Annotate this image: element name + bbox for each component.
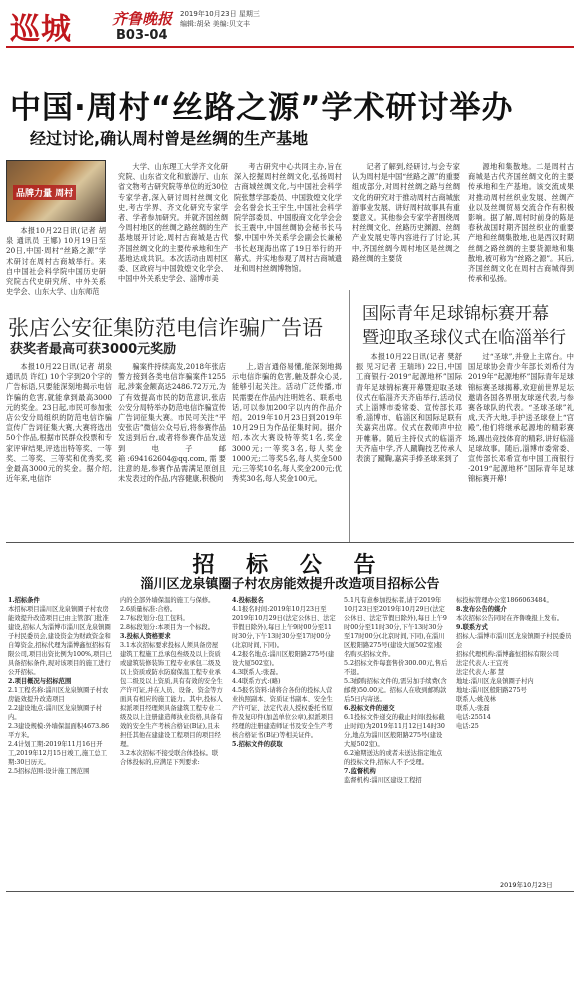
notice-paragraph: 本次招标公告同时在齐鲁晚报上发布。: [456, 615, 564, 622]
story3-headline-line1: 国际青年足球锦标赛开幕: [362, 304, 549, 324]
notice-paragraph: 联系人:张磊: [456, 705, 490, 712]
notice-paragraph: 监督机构:淄川区建设工程招: [344, 777, 422, 784]
notice-top-rule: [6, 542, 574, 543]
newspaper-logo: 齐鲁晚报: [112, 10, 173, 28]
notice-paragraph: 6.2逾期送达的或者未送达指定地点的投标文件,招标人不予受理。: [344, 750, 443, 766]
notice-section-heading: 3.投标人资格要求: [120, 633, 171, 640]
notice-paragraph: 联系人:姚茂林: [456, 696, 496, 703]
story1-subhead: 经过讨论,确认周村曾是丝绸的生产基地: [30, 129, 309, 148]
notice-paragraph: 4.3联系人:张磊。: [232, 669, 282, 676]
notice-subtitle: 淄川区龙泉镇圈子村农房能效提升改造项目招标公告: [140, 577, 440, 592]
notice-section-heading: 5.招标文件的获取: [232, 741, 283, 748]
story1-photo: [6, 160, 106, 222]
divider: [349, 290, 350, 542]
notice-section-heading: 6.投标文件的递交: [344, 705, 395, 712]
story1-col1-text: 本报10月22日讯(记者 胡泉 通讯员 王娜) 10月19日至20日,中国·周村“丝路之源”学术研讨在周村古商城举行。来自中国社会科学院中国历史研究院古代史研究所、中外关系史学会、山东大学、山东师范: [6, 226, 106, 297]
notice-paragraph: 2.2建设地点:淄川区龙泉镇圈子村内。: [8, 705, 102, 721]
notice-section-heading: 8.发布公告的媒介: [456, 606, 507, 613]
notice-paragraph: 2.8标段划分:本项目为一个标段。: [120, 624, 214, 631]
notice-paragraph: 2.3建设规模:外墙保温面积4673.86平方米。: [8, 723, 110, 739]
notice-paragraph: 2.5招标范围:设计施工图范围: [8, 768, 90, 775]
story2-subhead: 获奖者最高可获3000元奖励: [10, 342, 177, 357]
notice-bottom-rule: [6, 891, 574, 892]
notice-paragraph: 3.1本次招标要求投标人须具备房屋建筑工程施工总承包叁级及以上资质或建筑装修装饰工程专业承包二级及以上资质或防水防腐保温工程专业承包二级及以上资质,具有有效的安全生产许可证,并在人员、设备、资金等方面具有相应的施工能力。其中,投标人拟派项目经理须具备建筑工程专业二级及以上注册建造师执业资格,具备有效的安全生产考核合格证(B证),且未担任其他在建建设工程项目的项目经理。: [120, 642, 223, 748]
story1-col4-text: 记者了解到,经研讨,与会专家认为周村是中国“丝路之源”的重要组成部分,对周村丝绸之路与丝绸文化的研究对于推动周村古商城旅游事业发展、讲好周村故事具有重要意义。其他参会专家学者围绕周村丝绸文化、丝路历史渊源、丝绸产业发展史等内容进行了讨论,其中,齐国丝绸今周村地区是丝绸之路丝绸的主要货: [352, 162, 460, 263]
story2-col3: [232, 362, 342, 534]
notice-col2: [120, 596, 224, 888]
story3-col1-text: 本报10月22日讯(记者 樊舒振 见习记者 王瑞玮) 22日,中国工商银行·2019“起源地杯”国际青年足球锦标赛开幕暨迎取圣球仪式在临淄齐天齐庙举行,活动仪式上淄博市委常委、宣传部长邓希,淄博市、临淄区和国际足联有关嘉宾出席。仪式在教师声中拉开帷幕。随后主持仪式的临淄齐天齐庙中学,齐人蹴鞠技艺传承人表演了蹴鞠,嘉宾手捧圣球来到了: [356, 352, 462, 464]
masthead: [6, 4, 574, 48]
notice-paragraph: 4.5报名资料:请将合各份的投标人营业执照副本、资质证书副本、安全生产许可证、法定代表人授权委托书原件及复印件(加盖单位公章),拟派项目经理的注册建造师证书及安全生产考核合格证书(B证)等相关证件。: [232, 687, 334, 739]
notice-paragraph: 标投标管理办公室1866063484。: [456, 597, 553, 604]
story1-col2-text: 大学、山东理工大学齐文化研究院、山东省文化和旅游厅、山东省文物考古研究院等单位的近30位专家学者,深入研讨周村丝绸文化史,考古学界、齐文化研究专家学者、学者参加研究。并就齐国丝绸今周村地区的丝绸之路丝绸的生产基地展开讨论,周村古商城是古代齐国丝绸文化的主要传承地和生产基地达成共识。本次活动由周村区委、区政府与中国敦煌文化学会、中国中外关系史学会、淄博市美: [118, 162, 228, 284]
story2-headline: 张店公安征集防范电信诈骗广告语: [8, 316, 323, 340]
story1-col3: [234, 162, 342, 306]
notice-paragraph: 5.3邮购招标文件的,需另加手续费(含邮费)50.00元。招标人在收到邮购款后5日内寄送。: [344, 678, 447, 703]
notice-paragraph: 6.1投标文件递交的截止时间(投标截止时间)为2019年11月12日14时30分,地点为淄川区般阳路275号(建设大厦502室)。: [344, 714, 445, 748]
notice-paragraph: 地址:淄川区般阳路275号: [456, 687, 527, 694]
story3-col2-text: 过“圣球”,并登上主席台。中国足球协会青少年部长刘希付为2019年“起源地杯”国际青年足球锦标赛圣球揭幕,欢迎前世界足坛邀请各国各界朋友球迷代表,与参赛各球队的代表。“圣球圣球”礼成,天齐大地,手护送圣球登上“宫殿”,他们将继承起源地的精彩赛场,踢出竞技体育的精彩,讲好临淄足球故事。随后,淄博市委常委、宣传部长邓希宣布中国工商银行·2019“起源地杯”国际青年足球锦标赛开幕!: [468, 352, 574, 484]
story3-col2: [468, 352, 574, 534]
notice-paragraph: 2.6质量标准:合格。: [120, 606, 177, 613]
notice-date: 2019年10月23日: [500, 881, 553, 889]
notice-col1: [8, 596, 112, 888]
notice-paragraph: 电话:25514: [456, 714, 491, 721]
notice-paragraph: 电话:25: [456, 723, 479, 730]
notice-section-heading: 2.项目概况与招标范围: [8, 678, 72, 685]
story3-headline: [362, 302, 566, 350]
section-title: 巡城: [10, 12, 72, 47]
story1-col1: [6, 226, 106, 306]
notice-paragraph: 内的全部外墙保温的施工与保修。: [120, 597, 215, 604]
notice-paragraph: 法定代表人:王宜亮: [456, 660, 509, 667]
story2-col1: [6, 362, 112, 534]
story3-col1: [356, 352, 462, 534]
notice-paragraph: 2.1工程名称:淄川区龙泉镇圈子村农房能效提升改造项目: [8, 687, 109, 703]
story2-col1-text: 本报10月22日讯(记者 胡泉 通讯员 许红) 10个字到20个字的广告标语,只要能深刻地揭示电信诈骗的危害,就能拿到最高3000元的奖金。23日起,市民可参加张店公安分局组织的防范电信诈骗宣传广告词征集大赛,大赛将选出50个作品,根据市民群众投票和专家评审结果,评选出特等奖、一等奖、二等奖、三等奖和优秀奖,奖金最高3000元的奖金。据介绍,近年来,电信诈: [6, 362, 112, 484]
notice-title: 招 标 公 告: [192, 553, 388, 578]
notice-col5: [456, 596, 572, 888]
notice-paragraph: 招标代理机构:淄博鑫恒招标有限公司: [456, 651, 559, 658]
story1-headline: 中国·周村“丝路之源”学术研讨举办: [10, 90, 514, 126]
notice-section-heading: 4.投标报名: [232, 597, 264, 604]
notice-paragraph: 本招标项目淄川区龙泉镇圈子村农房能效提升改造项目已由主管部门批准建设,招标人为淄博市淄川区龙泉镇圈子村民委员会,建设资金为财政资金和自筹资金,招标代理为淄博鑫恒招标有限公司,项目出资比例为100%,项目已具备招标条件,现对该项目的施工进行公开招标。: [8, 606, 112, 676]
story2-col3-text: 上,语言通俗易懂,能深刻地揭示电信诈骗的危害,触及群众心灵,能够引起关注。活动广泛传播,市民需要在作品内注明姓名、联系电话,可以参加200字以内的作品介绍。2019年10月23日到2019年10月29日为作品征集时间。据介绍,本次大赛设特等奖1名,奖金3000元;一等奖3名,每人奖金1000元;二等奖5名,每人奖金500元;三等奖10名,每人奖金200元;优秀奖30名,每人奖金100元。: [232, 362, 342, 484]
date-line: 2019年10月23日 星期三: [180, 10, 260, 18]
notice-section-heading: 1.招标条件: [8, 597, 40, 604]
story1-col4: [352, 162, 460, 286]
notice-paragraph: 地址:淄川区龙泉镇圈子村内: [456, 678, 534, 685]
notice-section-heading: 9.联系方式: [456, 624, 488, 631]
notice-paragraph: 5.2招标文件每套售价300.00元,售后不退。: [344, 660, 448, 676]
story2-col2-text: 骗案件持续高发,2018年张店警方接到各类电信诈骗案件1255起,涉案金额高达2486.72万元,为了有效提高市民的防范意识,张店公安分局特举办防范电信诈骗宣传广告词征集大赛。市民可关注“平安张店”微信公众号后,将参赛作品发送到后台,或者将参赛作品发送到电子邮箱:694162604@qq.com,需要注意的是,参赛作品需满足原创且未发表过的作品,内容健康,积极向: [118, 362, 226, 484]
notice-paragraph: 4.4联系方式:(略): [232, 678, 281, 685]
story3-headline-line2: 暨迎取圣球仪式在临淄举行: [362, 328, 566, 348]
notice-paragraph: 4.1报名时间:2019年10月23日至2019年10月29日(法定公休日、法定节假日除外),每日上午9时00分至11时30分,下午13时30分至17时00分(北京时间,下同)。: [232, 606, 336, 649]
notice-section-heading: 7.监督机构: [344, 768, 376, 775]
story1-col3-text: 考古研究中心共同主办,旨在深入挖掘周村丝绸文化,弘扬周村古商城丝绸文化,与中国社会科学院张慧学部委员、中国敦煌文化学会名誉会长王宇生,中国社会科学院学部委员、中国殷商文化学会会长王震中,中国丝绸协会秘书长马黎,中国中外关系学会副会长兼秘书长赵现海出席了19日举行的开幕式。并实地参观了周村古商城遗址和周村丝绸博物馆。: [234, 162, 342, 274]
notice-paragraph: 招标人:淄博市淄川区龙泉镇圈子村民委员会: [456, 633, 572, 649]
story2-col2: [118, 362, 226, 534]
photo-caption: 品牌力量 周村: [13, 185, 76, 200]
story1-col5-text: 源地和集散地。二是周村古商城是古代齐国丝绸文化的主要传承地和生产基地。该交流成果对推动周村丝织业发展、丝绸产业以及丝绸贸易交流合作有积极影响。据了解,周村时前身的陈是春秋战国时期齐国丝织业的重要产地和丝绸集散地,也是西汉时期丝绸之路丝绸的主要货源地和集散地,被可称为“丝路之源”。其后,齐国丝绸文化在周村古商城得到传承和弘扬。: [468, 162, 574, 284]
notice-paragraph: 2.4计划工期:2019年11月16日开工,2019年12月15日竣工,施工总工期:30日历天。: [8, 741, 108, 766]
notice-col3: [232, 596, 336, 888]
notice-paragraph: 4.2报名地点:淄川区般阳路275号(建设大厦502室)。: [232, 651, 335, 667]
notice-paragraph: 法定代表人:郝 慧: [456, 669, 505, 676]
staff-line: 编辑:胡朵 美编:贝文丰: [180, 20, 250, 28]
notice-col4: [344, 596, 448, 888]
notice-paragraph: 2.7标段划分:包工包料。: [120, 615, 189, 622]
page-number: B03-04: [116, 28, 168, 43]
story1-col5: [468, 162, 574, 286]
story1-col2: [118, 162, 228, 306]
notice-paragraph: 3.2本次招标不接受联合体投标。联合体投标的,应满足下列要求:: [120, 750, 219, 766]
notice-paragraph: 5.1凡有意参加投标者,请于2019年10月23日至2019年10月29日(法定公休日、法定节假日除外),每日上午9时00分至11时30分,下午13时30分至17时00分(北京时间,下同),在淄川区般阳路275号(建设大厦502室)报名购买招标文件。: [344, 597, 447, 658]
